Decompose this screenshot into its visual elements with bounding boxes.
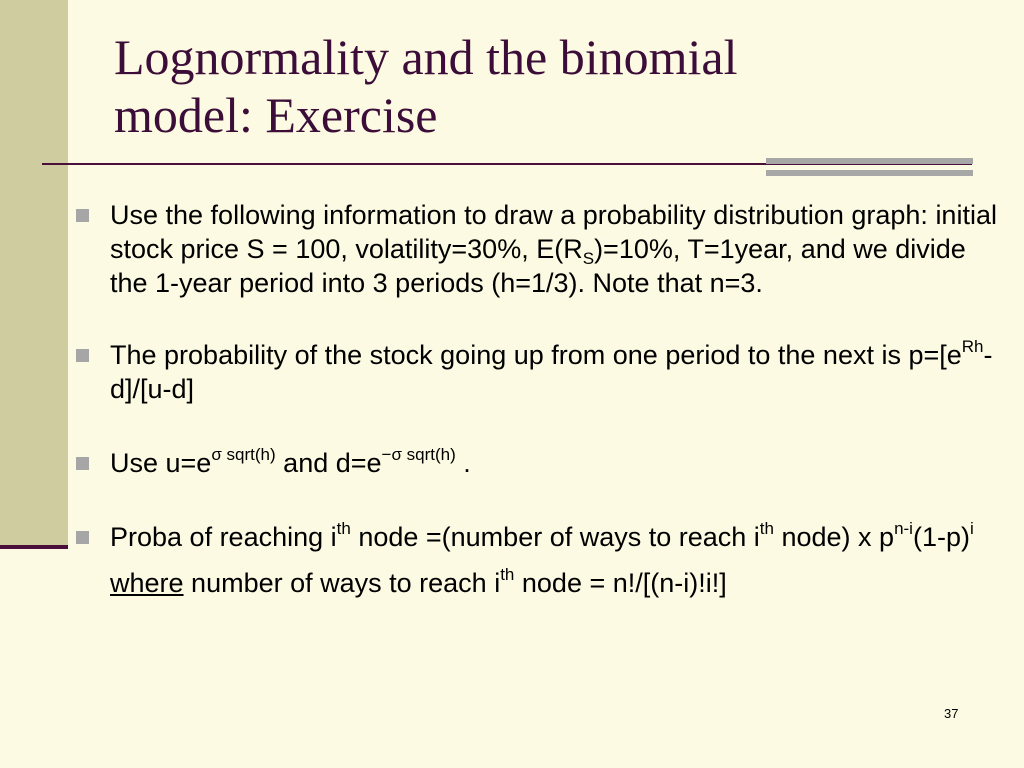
page-number: 37	[944, 706, 959, 721]
title-accent-bars	[766, 158, 973, 178]
bullet-4-text-a: Proba of reaching i	[110, 522, 337, 552]
bullet-2-superscript: Rh	[961, 337, 984, 356]
bullet-3-text-a: Use u=e	[110, 448, 212, 478]
square-bullet-icon	[76, 349, 89, 362]
bullet-4-text-b: node =(number of ways to reach i	[350, 522, 760, 552]
title-line-1: Lognormality and the binomial	[114, 29, 738, 85]
bullet-1-text-b: )=10%, T=1year, and we divide the 1-year period into 3 periods (h=1/3). Note that n=3.	[110, 234, 966, 298]
accent-bar-top	[766, 158, 973, 164]
bullet-3-superscript-d: −σ sqrt(h)	[381, 445, 456, 464]
slide-body	[74, 198, 1010, 600]
bullet-3-text-b: and d=e	[275, 448, 382, 478]
bullet-1-subscript: S	[582, 249, 595, 268]
bullet-4-superscript-3: n-i	[894, 519, 913, 538]
bullet-item-2	[74, 338, 1010, 406]
bullet-2-text-a: The probability of the stock going up from one period to the next is p=[e	[110, 340, 962, 370]
where-underlined: where	[110, 568, 184, 598]
continuation-text-a: number of ways to reach i	[183, 568, 501, 598]
slide-title	[114, 28, 974, 144]
bullet-3-superscript-u: σ sqrt(h)	[211, 445, 276, 464]
square-bullet-icon	[76, 531, 89, 544]
left-decorative-band	[0, 0, 68, 548]
bullet-item-4	[74, 520, 1010, 554]
square-bullet-icon	[76, 209, 89, 222]
bullet-3-text-c: .	[455, 448, 471, 478]
left-band-rule	[0, 545, 68, 549]
title-line-2: model: Exercise	[114, 87, 438, 143]
continuation-text-b: node = n!/[(n-i)!i!]	[514, 568, 727, 598]
bullet-4-superscript-2: th	[759, 519, 774, 538]
bullet-4-continuation	[74, 566, 1010, 600]
bullet-4-text-c: node) x p	[773, 522, 895, 552]
bullet-2-text-b: -d]/[u-d]	[110, 340, 993, 404]
bullet-4-superscript-1: th	[336, 519, 351, 538]
bullet-item-3	[74, 446, 1010, 480]
bullet-4-superscript-4: i	[969, 519, 974, 538]
continuation-superscript: th	[500, 565, 515, 584]
accent-bar-bottom	[766, 170, 973, 176]
bullet-4-text-d: (1-p)	[912, 522, 970, 552]
bullet-1-text-a: Use the following information to draw a probability distribution graph: initial stock price S = 100, volatility=30%, E(R	[110, 200, 997, 264]
bullet-item-1	[74, 198, 1010, 300]
square-bullet-icon	[76, 457, 89, 470]
